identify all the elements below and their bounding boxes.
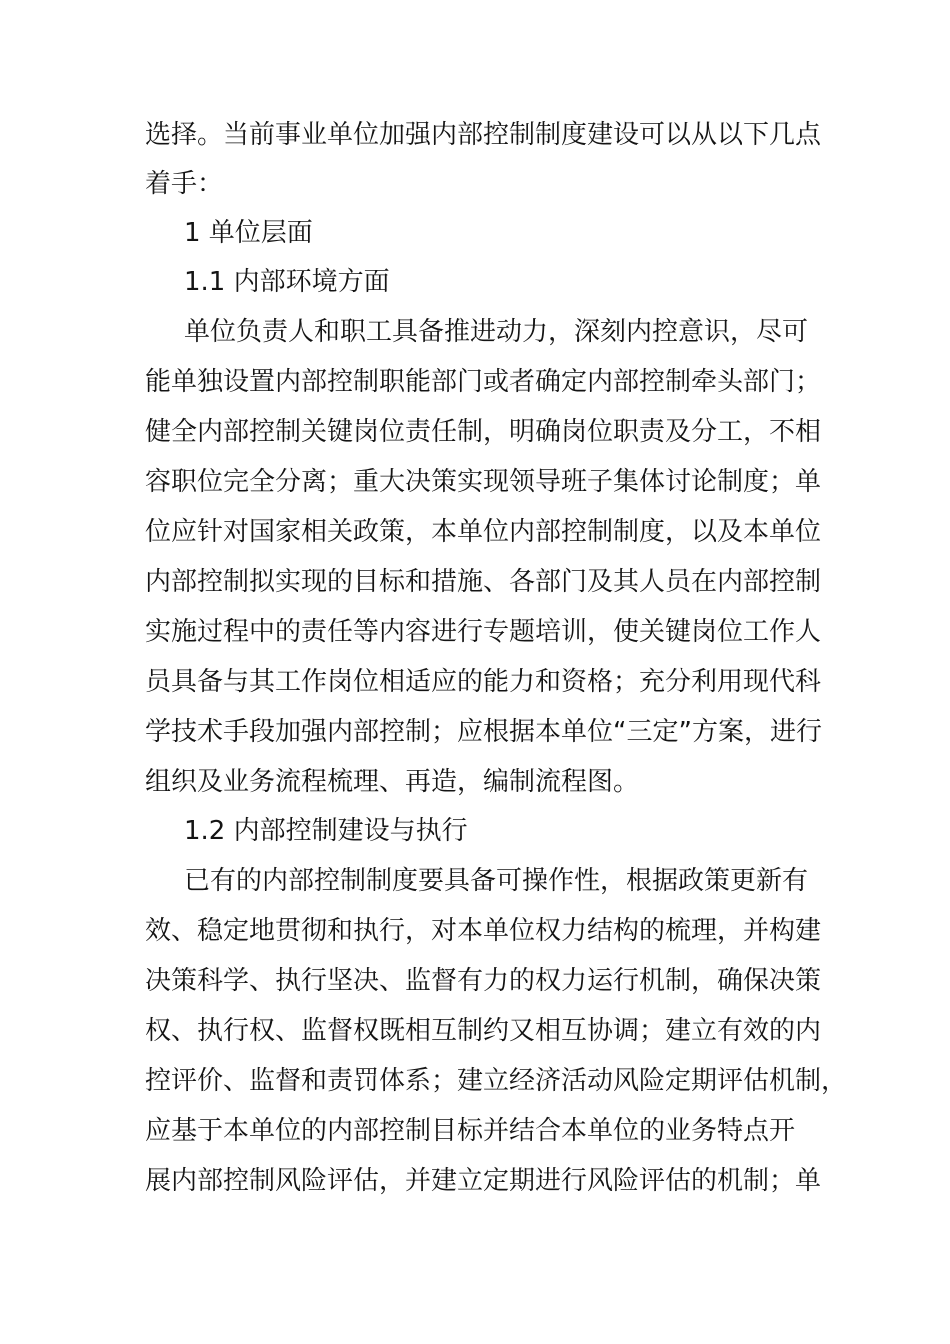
text-line: 效、稳定地贯彻和执行，对本单位权力结构的梳理，并构建 [145,916,822,946]
subsection-heading: 1.2 内部控制建设与执行 [184,816,468,846]
text-line: 单位负责人和职工具备推进动力，深刻内控意识，尽可 [184,317,809,347]
text-line: 展内部控制风险评估，并建立定期进行风险评估的机制；单 [145,1166,822,1196]
text-line: 控评价、监督和责罚体系；建立经济活动风险定期评估机制， [145,1066,848,1096]
text-line: 健全内部控制关键岗位责任制，明确岗位职责及分工，不相 [145,417,822,447]
text-line: 选择。当前事业单位加强内部控制制度建设可以从以下几点 [145,120,822,150]
text-line: 组织及业务流程梳理、再造，编制流程图。 [145,767,640,797]
text-line: 着手： [145,169,224,199]
text-line: 容职位完全分离；重大决策实现领导班子集体讨论制度；单 [145,467,822,497]
text-line: 能单独设置内部控制职能部门或者确定内部控制牵头部门； [145,367,822,397]
text-line: 位应针对国家相关政策，本单位内部控制制度，以及本单位 [145,517,822,547]
text-line: 权、执行权、监督权既相互制约又相互协调；建立有效的内 [145,1016,822,1046]
text-line: 员具备与其工作岗位相适应的能力和资格；充分利用现代科 [145,667,822,697]
section-heading: 1 单位层面 [184,218,313,248]
subsection-heading: 1.1 内部环境方面 [184,267,390,297]
text-line: 内部控制拟实现的目标和措施、各部门及其人员在内部控制 [145,567,822,597]
text-line: 决策科学、执行坚决、监督有力的权力运行机制，确保决策 [145,966,822,996]
text-line: 已有的内部控制制度要具备可操作性，根据政策更新有 [184,866,809,896]
text-line: 学技术手段加强内部控制；应根据本单位“三定”方案，进行 [145,717,822,747]
text-line: 应基于本单位的内部控制目标并结合本单位的业务特点开 [145,1116,796,1146]
text-line: 实施过程中的责任等内容进行专题培训，使关键岗位工作人 [145,617,822,647]
